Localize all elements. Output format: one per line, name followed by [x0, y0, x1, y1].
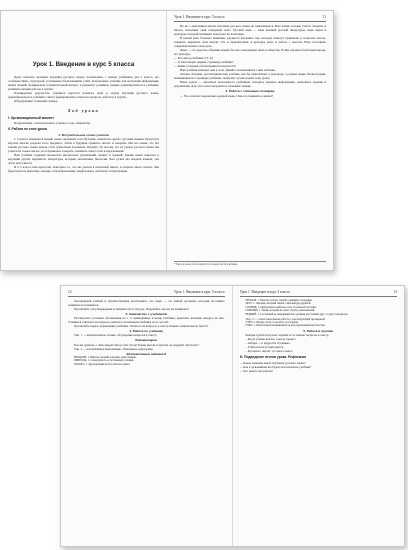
book-spread-top — [0, 10, 334, 271]
body-paragraph: Наш учебник поможет нам в этом. Давайте познакомимся с ним поближе. — [180, 68, 276, 73]
page-number: 11 — [322, 15, 326, 19]
reflection-question: — Как в дальнейшем вы будете использовать учебник? — [239, 364, 312, 369]
question-line: — О чём говорят первые страницы учебника? — [174, 60, 234, 65]
body-paragraph: Упр. 2 — коллективное выполнение, объяснение орфограмм. — [74, 346, 154, 351]
question-line: — Кто автор учебника? (Т. Л.) — [174, 55, 214, 60]
reflection-question: — Что нового вы узнали? — [239, 368, 273, 373]
planned-results: Планируемые результаты: учащиеся научатся называть цели и задачи изучения русского языка, ориентироваться в учебнике; смогут формулировать ответы на вопросы, работать в группе. — [8, 91, 159, 100]
book-spread-bottom — [60, 285, 405, 547]
list-item: – Азбука — к мудрости ступенька. — [246, 341, 398, 345]
page-12 — [61, 286, 233, 546]
subsection-heading-4: 4. Работа по учебнику — [129, 329, 164, 334]
dictionary-entry: ПРИРОДА. 1. Совокупность естественных условий. — [74, 359, 134, 363]
body-paragraph: Прочитайте первое упражнение учебника. Ответьте на вопросы к тексту. Какова главная мысль текста? — [74, 324, 209, 329]
body-paragraph: Легендарный учёный и путешественник рассказывал, что язык — это живой организм, который постоянно развивается и меняется. — [68, 298, 225, 307]
body-paragraph: Каждая группа получает задание и составляет вопросы к тексту. — [245, 333, 329, 337]
body-paragraph: Упр. 3 — самостоятельная работа с последующей проверкой. — [245, 316, 326, 321]
page-10 — [1, 11, 167, 270]
lesson-goals: Цели: показать значение изучения русского языка; познакомить с новым учебником для 5 класса, его особенностями, структурой, условными обозначениями; учить использовать учебник для получения информации, новых знаний; формировать познавательный интерес к предмету; развивать умение ориентироваться в учебнике; развивать навыки работы в группе. — [8, 75, 159, 92]
running-head — [68, 290, 225, 297]
page-11 — [167, 11, 333, 270]
question-line: — Какие условные обозначения используются? — [174, 64, 236, 69]
list-item: – Кто много читает, тот много знает. — [246, 349, 398, 353]
page-13 — [233, 286, 405, 546]
dictionary-entry: УТРО. 1. Время суток от рассвета до полудня. — [245, 320, 299, 324]
body-paragraph: Язык — это средство общения людей, без него невозможно жить в обществе. В нём отражается история народа, его культура. — [174, 47, 326, 56]
reflection-question: — Какое значение имеет изучение русского языка? — [239, 360, 306, 365]
dictionary-entry: МЕЩАНЕ. 1. Житель, мелкий торговец, ремесленник. — [74, 355, 137, 359]
subsection-2-2-text: — Что означает выражение «родной язык»? Как его понимать в жизни? — [180, 93, 274, 98]
dictionary-entry: СОЛНЦЕ. 1. Центральное небесное тело Солнечной системы. — [245, 305, 317, 309]
running-head-title: Урок 1. Введение в курс 5 класса — [174, 290, 225, 294]
section-heading-1: I. Организационный момент — [8, 115, 55, 120]
lesson-title: Урок 1. Введение в курс 5 класса — [32, 61, 135, 68]
running-head — [240, 290, 398, 297]
body-paragraph: Наша задача — научиться пользоваться учебником, находить нужную информацию, выполнять задания и упражнения. Для этого нам понадобится толковый словарь. — [174, 80, 326, 89]
dictionary-entry: ПЕЧАЛЬ. 1. Чувство грусти, скорби; душевное страдание. — [245, 298, 313, 302]
dictionary-entry: ГОРА. 1. Значительная возвышенность над окружающей местностью. — [245, 324, 326, 328]
footnote: * Здесь и далее работа ведётся по первой части учебника. — [174, 261, 326, 266]
dictionary-entry: РЕДКИЙ. 1. Состоящий из находящихся на далёком расстоянии друг от друга предметов. — [245, 312, 349, 316]
body-paragraph: Наш учебник содержит множество интересных упражнений, правил и заданий. Знание языка помогает в изучении других предметов: литературы, истории, математики, биологии. Чем лучше мы владеем языком, тем легче нам учиться. — [8, 153, 159, 166]
body-paragraph: И в 5 классе нам предстоит повторить то, что мы узнали в начальной школе, и открыть много нового. Мы будем изучать фонетику, лексику, словообразование, морфологию, синтаксис и пунктуацию. — [8, 165, 159, 174]
body-paragraph: Но не с окончанием школы изучение русского языка не заканчивается. Всю жизнь человек учится говорить и писать, пополняет свой словарный запас. Русский язык — язык великой русской литературы, язык науки и культуры, который понимают и изучают во всём мире. — [174, 23, 326, 36]
subsection-heading-2-2: 2. Работа с толковым словарём — [225, 89, 275, 94]
commentary-heading: Комментарии — [135, 338, 158, 343]
list-item: – Когда учение красно, а когда горько? — [246, 337, 398, 341]
group-task-list — [240, 337, 398, 353]
dictionary-entry: ДРУГ. 1. Человек, который связан с кем-нибудь дружбой. — [245, 302, 312, 306]
dictionary-entry: ЗОЛОТО. 1. Драгоценный металл жёлтого цвета. — [74, 363, 131, 367]
body-paragraph: Как вы думаете, о чём говорит автор этих строк? Какие мысли и чувства он передаёт читателю? — [74, 342, 199, 347]
section-heading-3: III. Подведение итогов урока. Рефлексия — [239, 355, 307, 360]
body-paragraph: Рассмотрите условные обозначения на с. 3, приведённые в конце учебника, выясните значение каждого из них. Учащиеся отвечают на вопросы учителя о назначении учебника и его частей. — [68, 315, 225, 324]
page-number: 13 — [393, 290, 397, 294]
list-item: – Учиться всегда пригодится. — [246, 345, 398, 349]
running-head-title: Урок 1. Введение в курс 5 класса — [174, 15, 225, 19]
body-paragraph: В нашей речи большое внимание уделяется изучению тем, которые помогут правильно и грамотно писать, говорить, выражать свои мысли. Это и правописание, и культура речи, и работа с текстом. Надо постоянно совершенствовать свою речь. — [174, 35, 326, 48]
equipment: Оборудование: толковый словарь. — [14, 99, 58, 104]
running-head-title: Урок 1. Введение в курс 5 класса — [239, 290, 290, 294]
page-number: 12 — [68, 290, 72, 294]
section-1-text: Поздравление с началом нового учебного года, знакомство. — [14, 121, 91, 126]
dictionary-entry: СМЕЛЫЙ. 1. Такой, который не знает страха, решительный. — [245, 309, 315, 313]
subsection-heading-3: 3. Знакомство с учебником — [125, 311, 168, 316]
tasks-heading: Коллективные задания II — [126, 351, 166, 356]
subsection-heading-5: 5. Работа в группах — [303, 328, 334, 333]
running-head — [174, 15, 326, 22]
lesson-flow-heading: Ход урока — [67, 108, 100, 114]
body-paragraph: Прочитайте эти утверждения и запишите их в тетрадь. Подумайте, как вы их понимаете. — [74, 306, 190, 311]
body-paragraph: С 5 класса начинается новый, очень серьёзный этап обучения, знакомства детей с русским языком. Предстоит изучить многие разделы этого предмета, чтобы в будущем грамотно писать и говорить. Мы все знаем, что без знания русского языка нельзя стать грамотным человеком. Почему? Да потому, что на уроках русского языка мы учимся не только писать, но и правильно говорить, понимать смысл слов и предложений. — [8, 136, 159, 154]
body-paragraph: Авторы обложки, рассматривая наш учебник, как бы приглашают к разговору о родном языке. Иллюстрации, помещённые на страницах учебника, помогают лучше понять тему урока. — [174, 72, 326, 81]
body-paragraph: Упр. 1 — выразительное чтение, обсуждение вопросов к тексту. — [74, 333, 158, 338]
section-heading-2: II. Работа по теме урока — [8, 127, 47, 132]
subsection-heading-2-1: 1. Вступительное слово учителя — [58, 132, 109, 137]
